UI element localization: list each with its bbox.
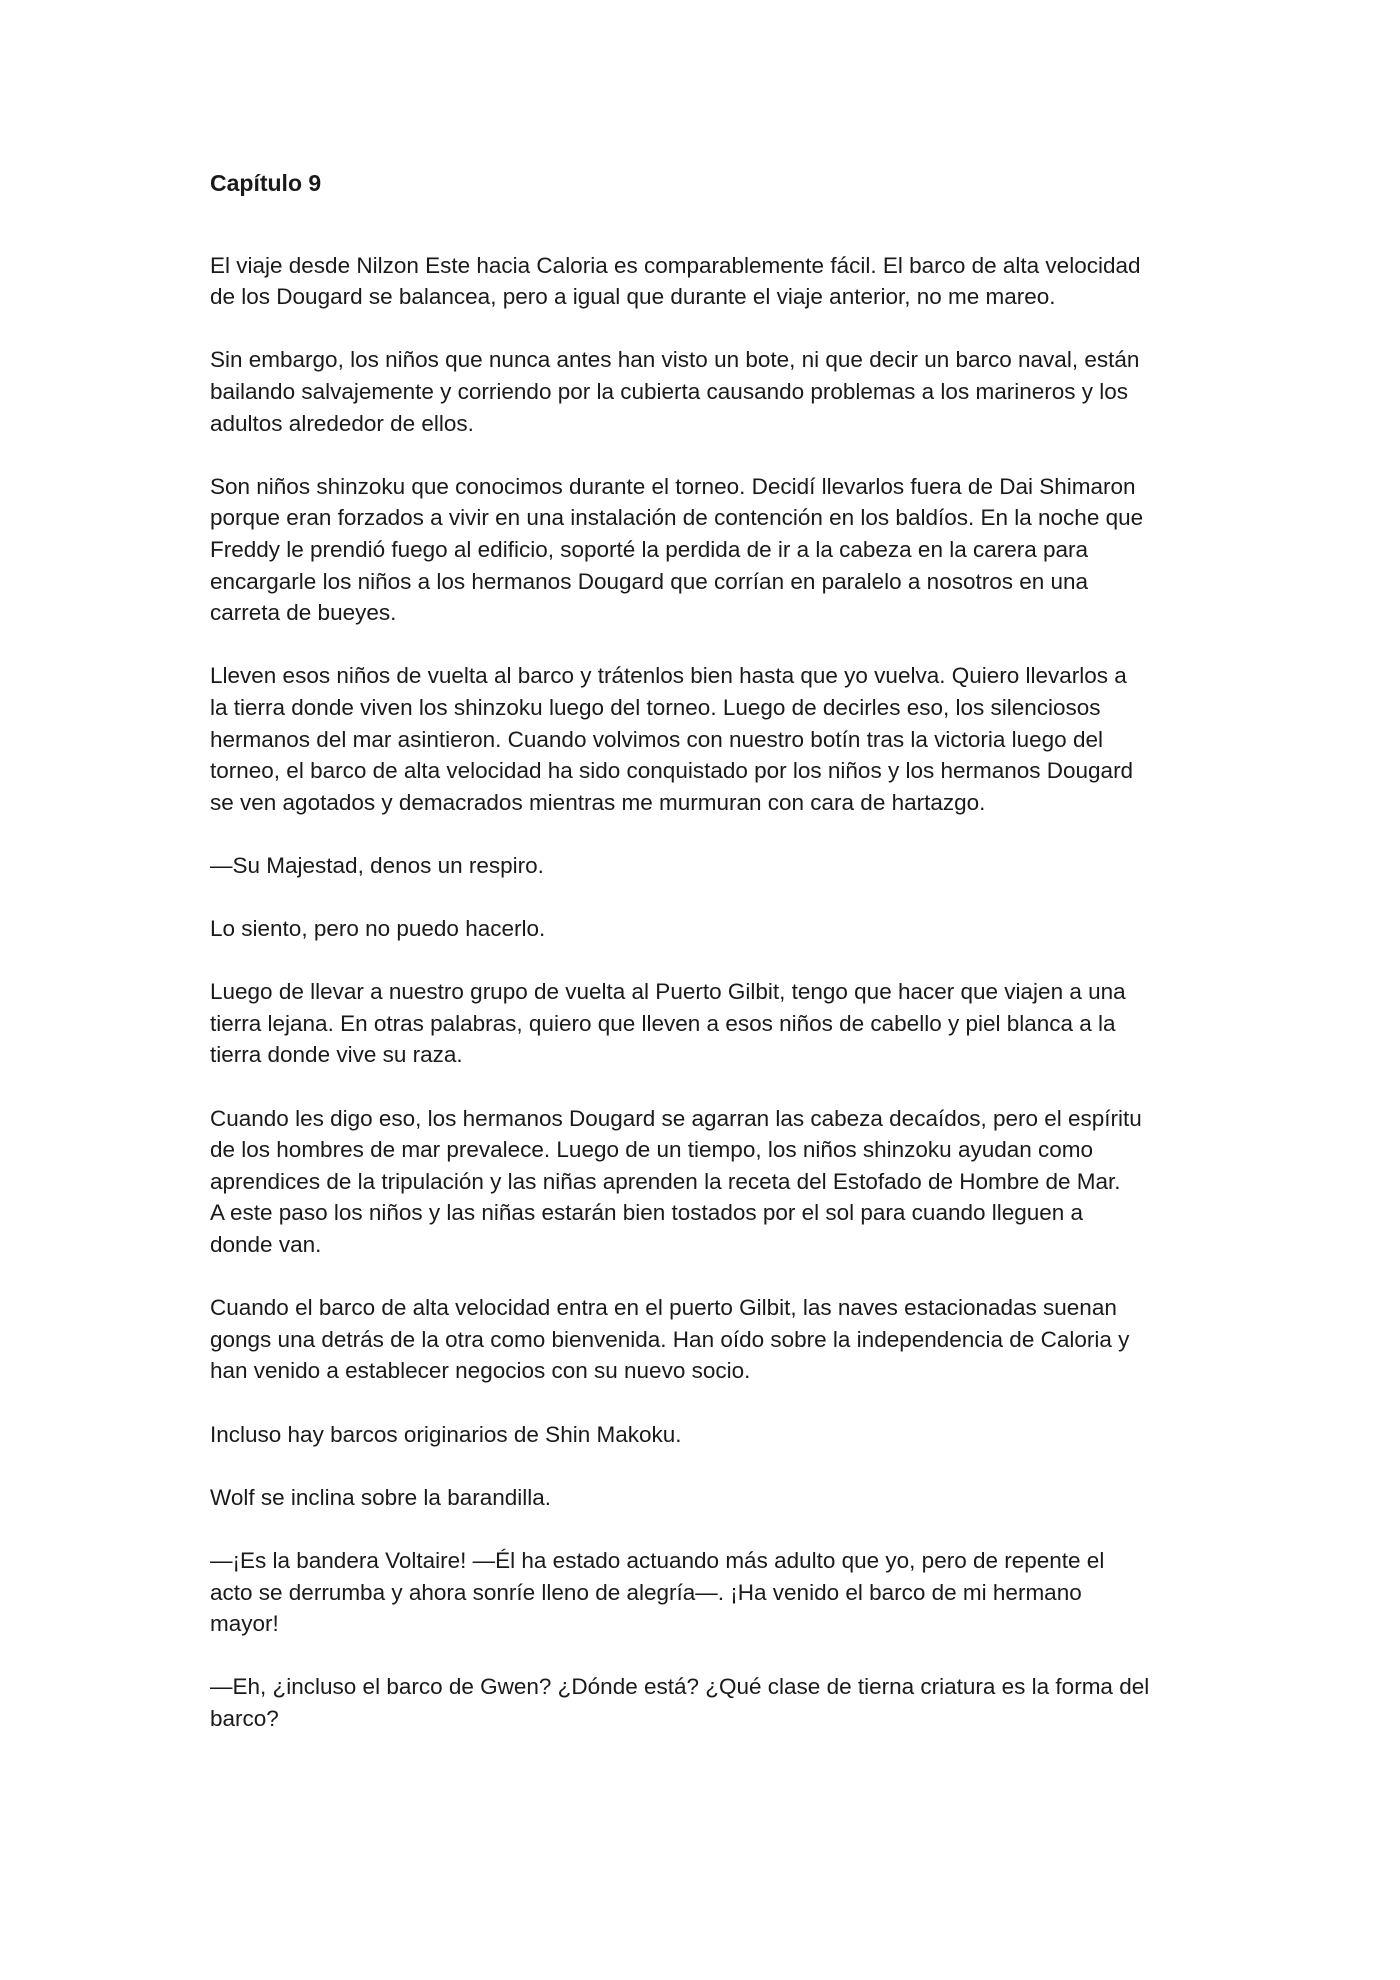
chapter-title: Capítulo 9 bbox=[210, 170, 322, 196]
paragraph-line: de los Dougard se balancea, pero a igual que durante el viaje anterior, no me mareo. bbox=[210, 284, 1056, 310]
paragraph-line: porque eran forzados a vivir en una instalación de contención en los baldíos. En la noche que bbox=[210, 505, 1144, 531]
paragraph-line: han venido a establecer negocios con su nuevo socio. bbox=[210, 1358, 751, 1384]
paragraph-line: bailando salvajemente y corriendo por la cubierta causando problemas a los marineros y los bbox=[210, 378, 1128, 404]
paragraph-line: El viaje desde Nilzon Este hacia Caloria es comparablemente fácil. El barco de alta velocidad bbox=[210, 252, 1141, 278]
paragraph bbox=[210, 913, 1200, 945]
paragraph-line: Lleven esos niños de vuelta al barco y trátenlos bien hasta que yo vuelva. Quiero llevarlos a bbox=[210, 663, 1127, 689]
paragraph-line: A este paso los niños y las niñas estarán bien tostados por el sol para cuando lleguen a bbox=[210, 1200, 1084, 1226]
paragraph-line: Freddy le prendió fuego al edificio, soporté la perdida de ir a la cabeza en la carera para bbox=[210, 536, 1089, 562]
paragraph-line: se ven agotados y demacrados mientras me murmuran con cara de hartazgo. bbox=[210, 789, 986, 815]
paragraph-line: acto se derrumba y ahora sonríe lleno de alegría—. ¡Ha venido el barco de mi hermano bbox=[210, 1579, 1082, 1605]
paragraph-line: la tierra donde viven los shinzoku luego del torneo. Luego de decirles eso, los silenciosos bbox=[210, 694, 1101, 720]
paragraph-line: barco? bbox=[210, 1705, 279, 1731]
paragraph-line: gongs una detrás de la otra como bienvenida. Han oído sobre la independencia de Caloria y bbox=[210, 1326, 1130, 1352]
paragraph-line: adultos alrededor de ellos. bbox=[210, 410, 474, 436]
paragraph bbox=[210, 250, 1200, 313]
paragraph-line: —Eh, ¿incluso el barco de Gwen? ¿Dónde está? ¿Qué clase de tierna criatura es la forma del bbox=[210, 1674, 1150, 1700]
paragraph-line: Son niños shinzoku que conocimos durante el torneo. Decidí llevarlos fuera de Dai Shimaron bbox=[210, 473, 1136, 499]
paragraph-line: Incluso hay barcos originarios de Shin Makoku. bbox=[210, 1421, 682, 1447]
paragraph-line: tierra lejana. En otras palabras, quiero que lleven a esos niños de cabello y piel blanca a la bbox=[210, 1010, 1116, 1036]
paragraph-line: hermanos del mar asintieron. Cuando volvimos con nuestro botín tras la victoria luego del bbox=[210, 726, 1103, 752]
paragraph bbox=[210, 1419, 1200, 1451]
paragraph-line: Wolf se inclina sobre la barandilla. bbox=[210, 1484, 552, 1510]
paragraph bbox=[210, 344, 1200, 439]
paragraph bbox=[210, 1292, 1200, 1387]
paragraph-line: tierra donde vive su raza. bbox=[210, 1042, 463, 1068]
paragraph bbox=[210, 471, 1200, 629]
paragraph-line: donde van. bbox=[210, 1232, 322, 1257]
paragraph-line: Cuando el barco de alta velocidad entra en el puerto Gilbit, las naves estacionadas suenan bbox=[210, 1295, 1117, 1321]
paragraph-line: Sin embargo, los niños que nunca antes han visto un bote, ni que decir un barco naval, están bbox=[210, 347, 1140, 373]
paragraph-line: torneo, el barco de alta velocidad ha sido conquistado por los niños y los hermanos Dougard bbox=[210, 758, 1134, 784]
document-body bbox=[210, 168, 1200, 1766]
paragraph-list bbox=[210, 250, 1200, 1735]
paragraph bbox=[210, 1103, 1200, 1261]
paragraph bbox=[210, 1545, 1200, 1640]
paragraph bbox=[210, 850, 1200, 882]
paragraph bbox=[210, 976, 1200, 1071]
paragraph-line: aprendices de la tripulación y las niñas aprenden la receta del Estofado de Hombre de Mar. bbox=[210, 1168, 1121, 1194]
paragraph bbox=[210, 1482, 1200, 1514]
paragraph-line: Luego de llevar a nuestro grupo de vuelta al Puerto Gilbit, tengo que hacer que viajen a una bbox=[210, 979, 1126, 1005]
paragraph-line: mayor! bbox=[210, 1611, 279, 1637]
paragraph-line: Cuando les digo eso, los hermanos Dougard se agarran las cabeza decaídos, pero el espíritu bbox=[210, 1105, 1142, 1131]
paragraph-line: Lo siento, pero no puedo hacerlo. bbox=[210, 916, 546, 942]
paragraph-line: de los hombres de mar prevalece. Luego de un tiempo, los niños shinzoku ayudan como bbox=[210, 1137, 1094, 1163]
paragraph-line: —¡Es la bandera Voltaire! —Él ha estado actuando más adulto que yo, pero de repente el bbox=[210, 1547, 1105, 1573]
paragraph-line: carreta de bueyes. bbox=[210, 600, 397, 626]
paragraph-line: —Su Majestad, denos un respiro. bbox=[210, 852, 544, 878]
paragraph-line: encargarle los niños a los hermanos Dougard que corrían en paralelo a nosotros en una bbox=[210, 568, 1089, 594]
paragraph bbox=[210, 660, 1200, 818]
paragraph bbox=[210, 1671, 1200, 1734]
